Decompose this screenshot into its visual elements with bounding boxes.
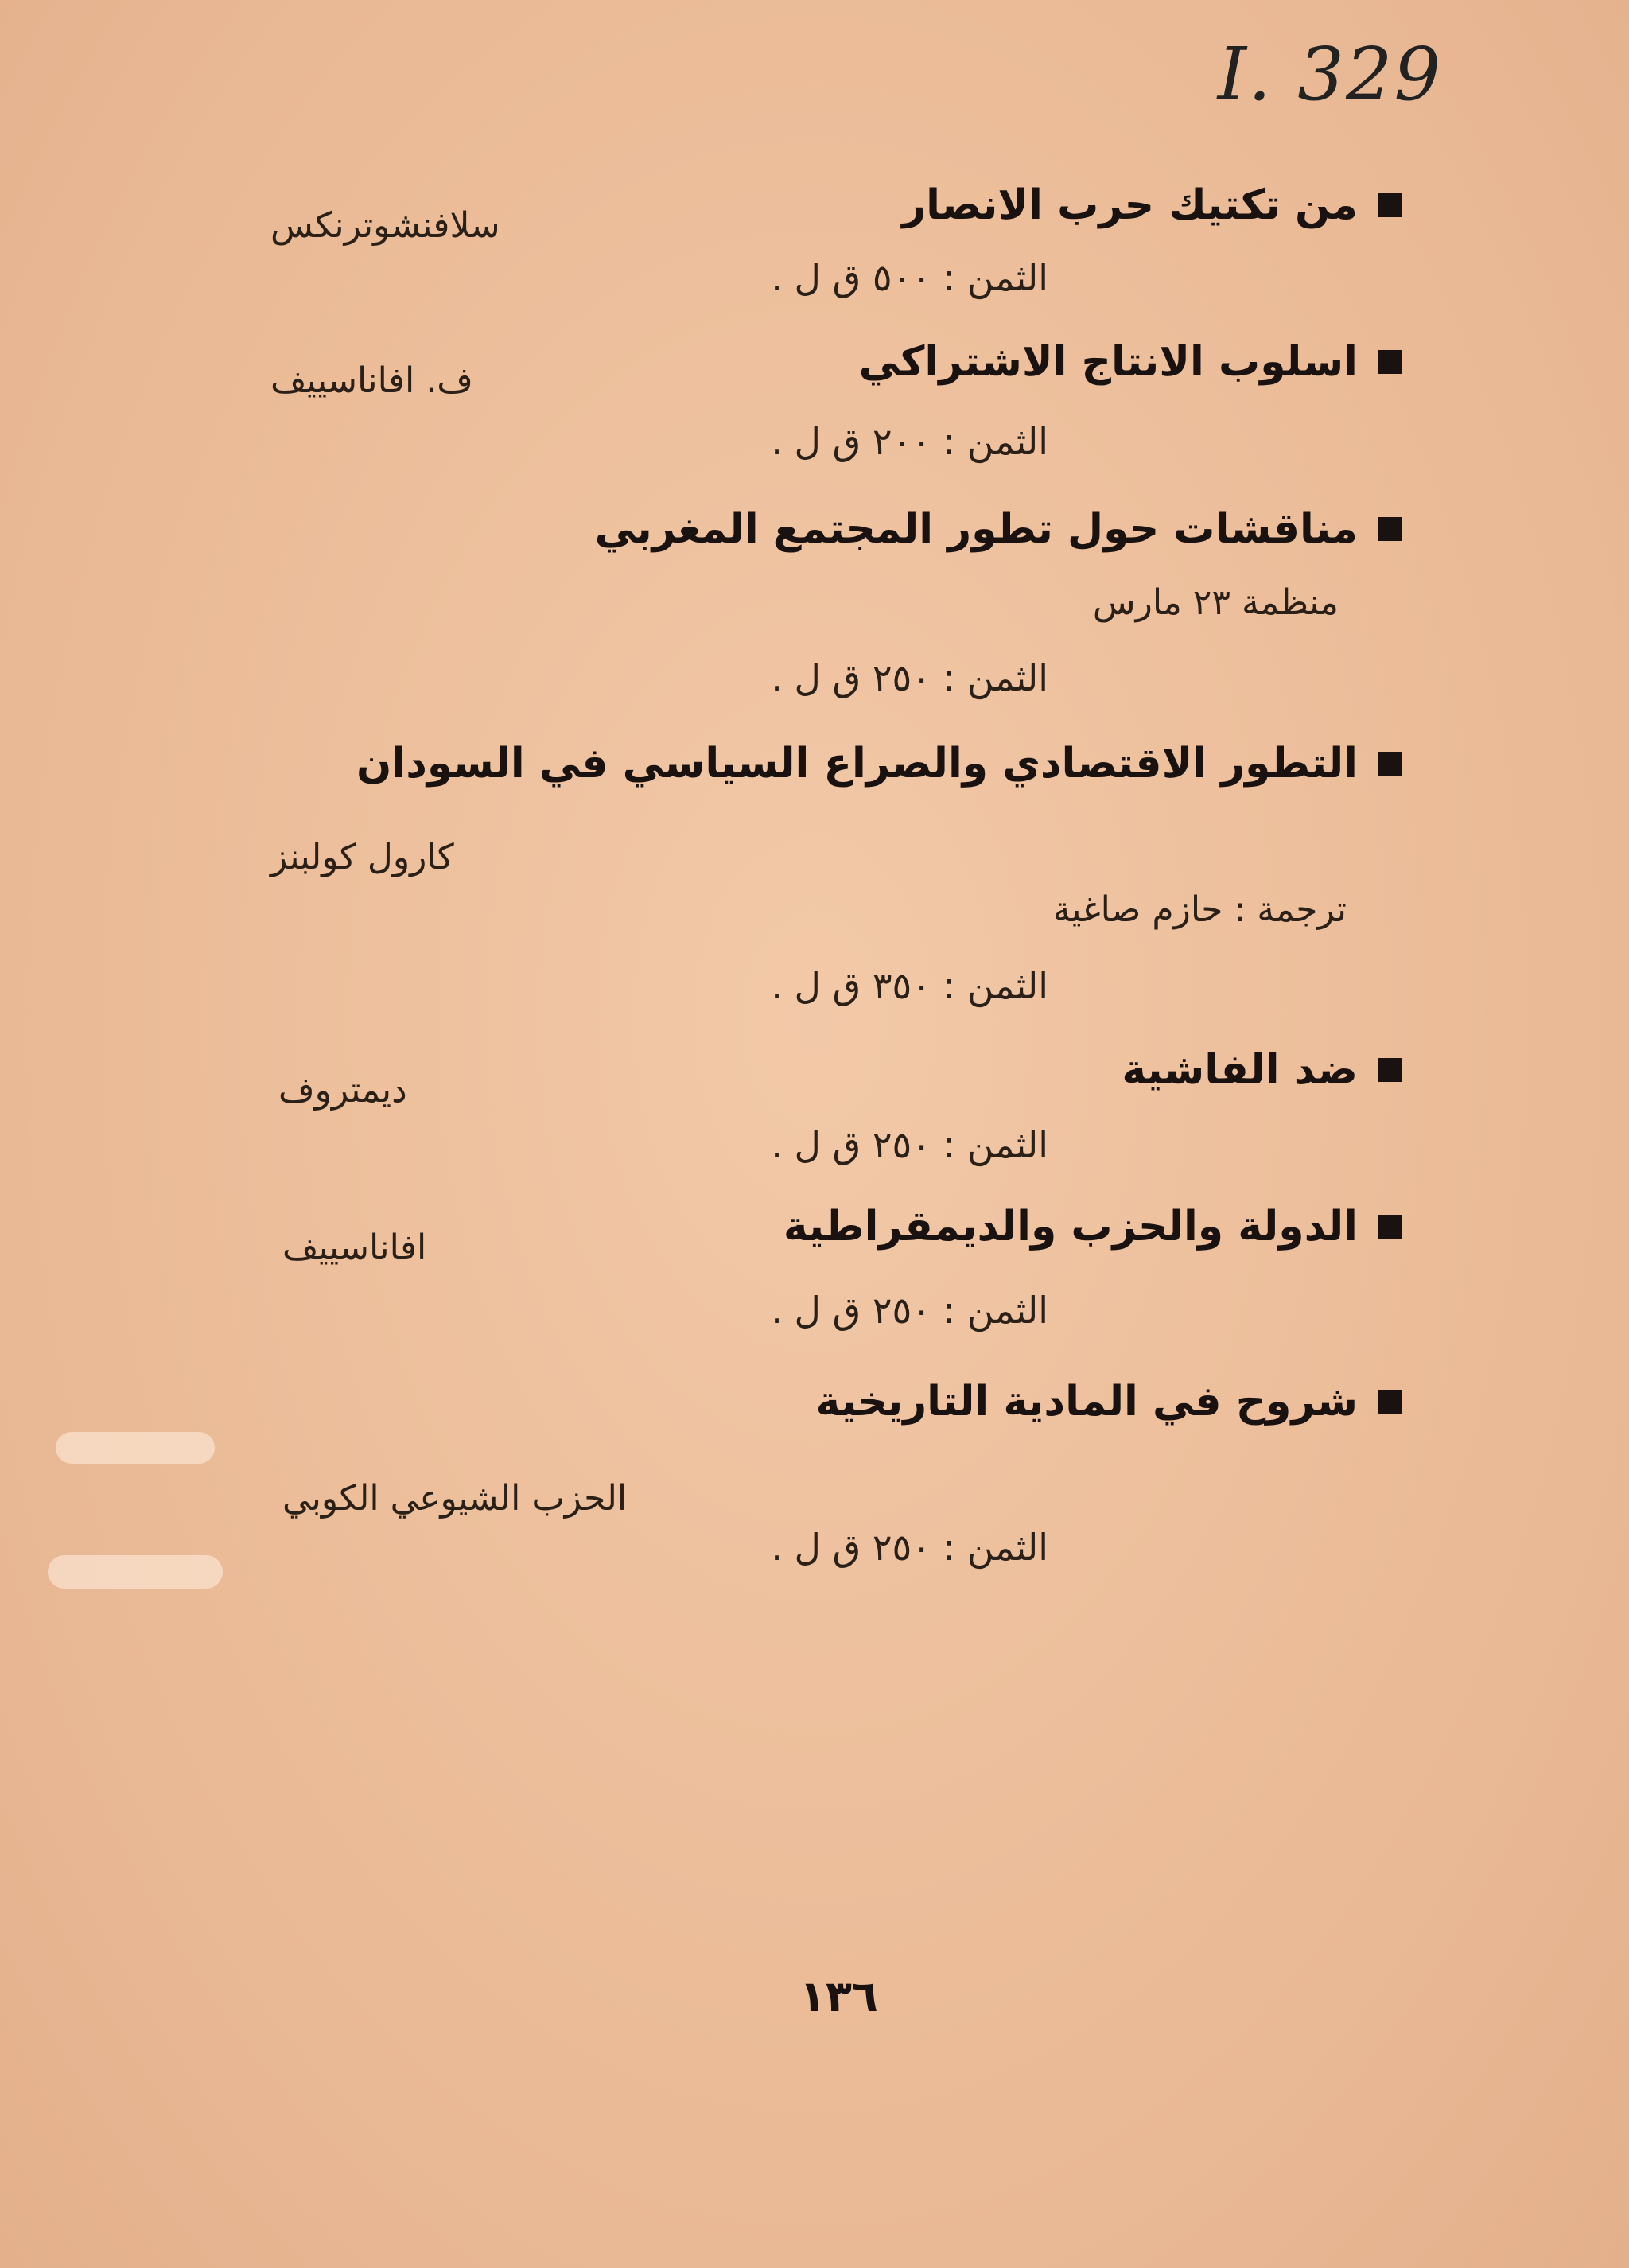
book-title-line	[859, 338, 1402, 386]
book-title-line	[783, 1203, 1402, 1251]
book-price: الثمن : ٢٠٠ ق ل .	[771, 420, 1048, 463]
book-author: ديمتروف	[278, 1070, 407, 1111]
book-author: افاناسييف	[282, 1227, 427, 1268]
book-title: التطور الاقتصادي والصراع السياسي في السودان	[356, 740, 1358, 788]
handwritten-catalog-number: I. 329	[1217, 32, 1442, 117]
book-author: سلافنشوترنكس	[270, 205, 500, 246]
square-bullet-icon	[1378, 752, 1402, 776]
book-author: كارول كولبنز	[270, 837, 454, 877]
book-title-line	[815, 1378, 1402, 1426]
book-title: من تكتيك حرب الانصار	[902, 181, 1358, 229]
paper-damage	[56, 1432, 215, 1464]
book-title: ضد الفاشية	[1122, 1046, 1358, 1094]
square-bullet-icon	[1378, 1390, 1402, 1414]
book-title: شروح في المادية التاريخية	[815, 1378, 1358, 1426]
book-price: الثمن : ٣٥٠ ق ل .	[771, 964, 1048, 1007]
book-price: الثمن : ٢٥٠ ق ل .	[771, 1526, 1048, 1569]
book-title-line	[902, 181, 1402, 229]
book-title-line	[1122, 1046, 1402, 1094]
square-bullet-icon	[1378, 350, 1402, 374]
book-author: منظمة ٢٣ مارس	[1092, 582, 1339, 623]
book-title: الدولة والحزب والديمقراطية	[783, 1203, 1358, 1251]
book-title-line	[356, 740, 1402, 788]
book-price: الثمن : ٢٥٠ ق ل .	[771, 1123, 1048, 1166]
paper-damage	[48, 1555, 223, 1589]
book-title-line	[595, 505, 1402, 553]
square-bullet-icon	[1378, 193, 1402, 217]
book-price: الثمن : ٢٥٠ ق ل .	[771, 1289, 1048, 1332]
book-price: الثمن : ٥٠٠ ق ل .	[771, 256, 1048, 299]
book-author: الحزب الشيوعي الكوبي	[282, 1478, 628, 1519]
page-number: ١٣٦	[799, 1971, 878, 2021]
book-title: اسلوب الانتاج الاشتراكي	[858, 338, 1358, 386]
book-price: الثمن : ٢٥٠ ق ل .	[771, 656, 1048, 699]
square-bullet-icon	[1378, 1215, 1402, 1239]
book-translator: ترجمة : حازم صاغية	[1052, 889, 1347, 930]
square-bullet-icon	[1378, 1058, 1402, 1082]
book-author: ف. افاناسييف	[270, 360, 473, 401]
book-title: مناقشات حول تطور المجتمع المغربي	[594, 505, 1358, 553]
square-bullet-icon	[1378, 517, 1402, 541]
